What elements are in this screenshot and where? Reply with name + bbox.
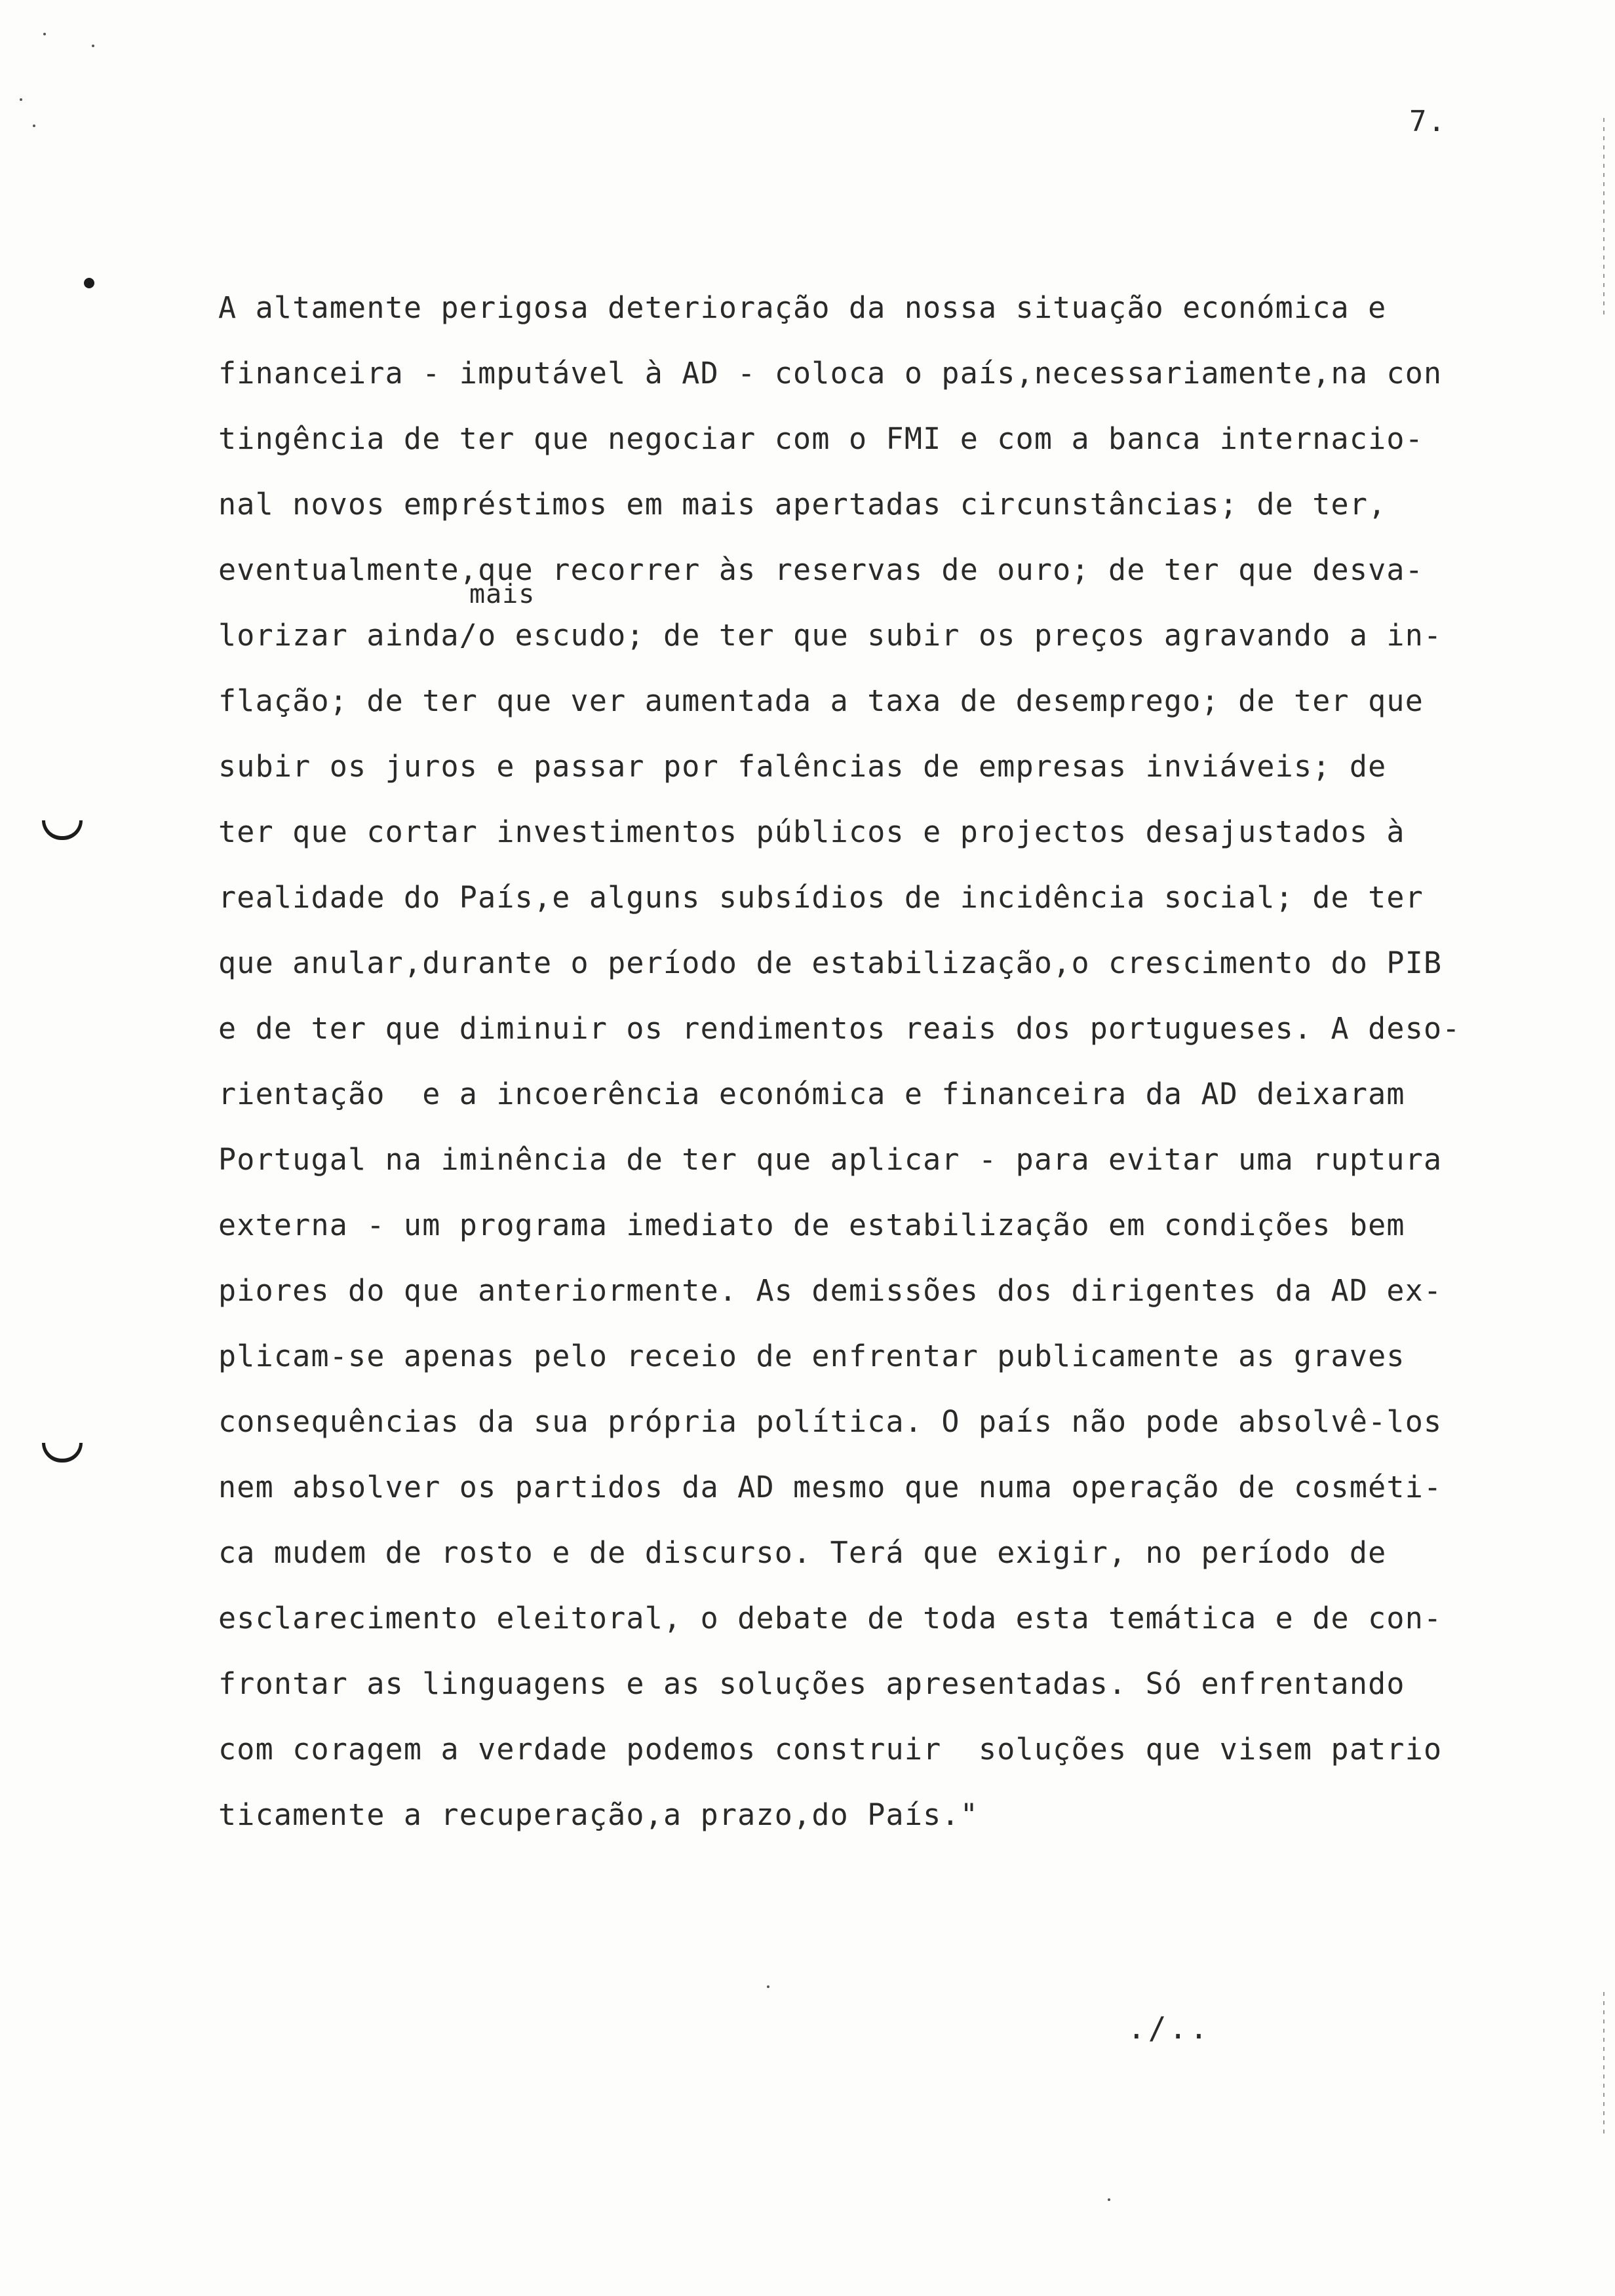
text-line: A altamente perigosa deterioração da nossa situação económica e — [218, 290, 1387, 325]
binder-hole-mark — [42, 1443, 83, 1463]
text-line: externa - um programa imediato de estabilização em condições bem — [218, 1208, 1405, 1242]
text-line: consequências da sua própria política. O país não pode absolvê-los — [218, 1404, 1443, 1439]
interline-insertion: mais — [469, 579, 535, 609]
scan-speck — [33, 124, 35, 127]
scan-speck — [1108, 2198, 1110, 2201]
text-line: ticamente a recuperação,a prazo,do País." — [218, 1797, 979, 1832]
scan-speck — [767, 1985, 769, 1988]
continuation-mark: ./.. — [1127, 2010, 1211, 2046]
punch-dot — [84, 278, 94, 288]
text-line: com coragem a verdade podemos construir soluções que visem patrio — [218, 1732, 1443, 1767]
page-number: 7. — [1409, 105, 1447, 138]
text-line: frontar as linguagens e as soluções apresentadas. Só enfrentando — [218, 1666, 1405, 1701]
page-edge-line — [1603, 118, 1605, 315]
text-line: financeira - imputável à AD - coloca o país,necessariamente,na con — [218, 356, 1443, 391]
page-edge-line — [1603, 1992, 1605, 2136]
text-line: e de ter que diminuir os rendimentos reais dos portugueses. A deso- — [218, 1011, 1461, 1046]
text-line: piores do que anteriormente. As demissões dos dirigentes da AD ex- — [218, 1273, 1443, 1308]
text-line: realidade do País,e alguns subsídios de incidência social; de ter — [218, 880, 1424, 915]
text-line: nal novos empréstimos em mais apertadas circunstâncias; de ter, — [218, 487, 1387, 522]
scan-speck — [92, 45, 94, 47]
binder-hole-mark — [42, 820, 83, 840]
text-line: esclarecimento eleitoral, o debate de toda esta temática e de con- — [218, 1601, 1443, 1636]
text-line: que anular,durante o período de estabilização,o crescimento do PIB — [218, 946, 1443, 980]
scan-speck — [43, 33, 46, 35]
text-line: ter que cortar investimentos públicos e projectos desajustados à — [218, 814, 1405, 849]
text-line: rientação e a incoerência económica e financeira da AD deixaram — [218, 1077, 1405, 1111]
text-line: plicam-se apenas pelo receio de enfrentar publicamente as graves — [218, 1339, 1405, 1373]
scan-speck — [20, 98, 22, 101]
text-line: subir os juros e passar por falências de empresas inviáveis; de — [218, 749, 1387, 784]
text-line: ca mudem de rosto e de discurso. Terá que exigir, no período de — [218, 1535, 1387, 1570]
text-line: lorizar ainda/o escudo; de ter que subir os preços agravando a in- — [218, 618, 1443, 653]
text-line: nem absolver os partidos da AD mesmo que numa operação de cosméti- — [218, 1470, 1443, 1504]
text-line: flação; de ter que ver aumentada a taxa de desemprego; de ter que — [218, 683, 1424, 718]
text-line: eventualmente,que recorrer às reservas de ouro; de ter que desva- — [218, 552, 1424, 587]
text-line: Portugal na iminência de ter que aplicar - para evitar uma ruptura — [218, 1142, 1443, 1177]
body-paragraph — [218, 275, 1542, 1848]
text-line: tingência de ter que negociar com o FMI e com a banca internacio- — [218, 421, 1424, 456]
